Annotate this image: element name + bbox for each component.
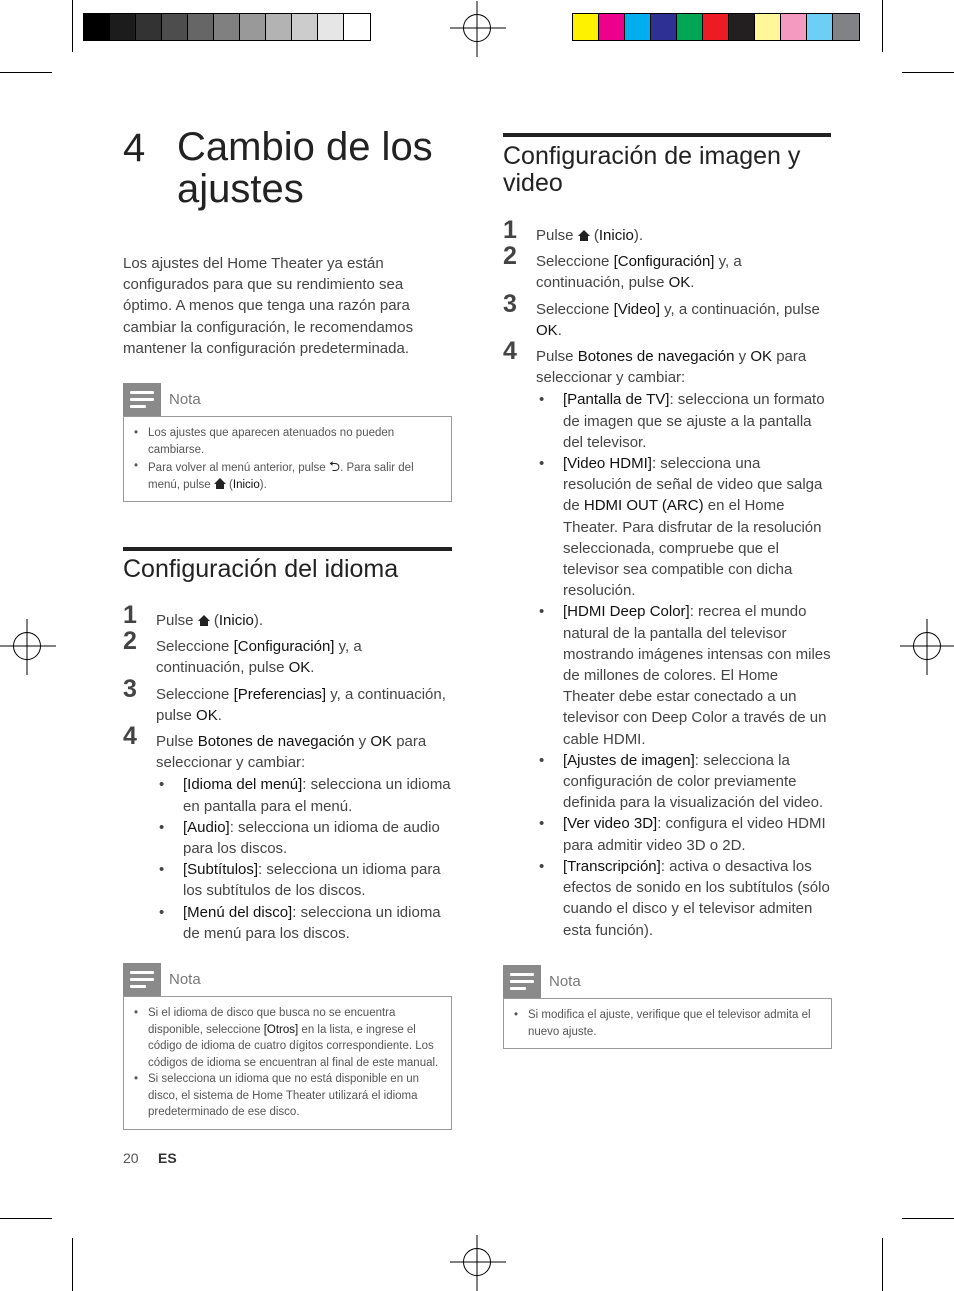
note-text: Si selecciona un idioma que no está disponible en un disco, el sistema de Home Theater utilizará el idioma predeterminado de ese disco. [148, 1073, 420, 1118]
home-icon [214, 478, 226, 489]
page-number: 20 [123, 1150, 139, 1166]
step-text: Seleccione [156, 685, 234, 703]
color-swatch [84, 14, 110, 40]
key-label: Inicio [598, 227, 634, 244]
option-item [156, 817, 452, 859]
registration-target [13, 632, 41, 660]
note-list [503, 998, 832, 1049]
note-lines-icon [123, 963, 161, 996]
step-text: . [310, 659, 315, 677]
language-options [156, 774, 452, 944]
step-text: y, a continuación, pulse [156, 638, 362, 677]
note-text: ). [259, 478, 267, 491]
color-swatch [136, 14, 162, 40]
key-label: [Configuración] [613, 253, 715, 271]
crop-mark [902, 72, 954, 73]
option-item [536, 813, 832, 855]
step-number: 1 [123, 601, 137, 629]
crop-mark [72, 1238, 73, 1291]
key-label: [HDMI Deep Color] [563, 603, 690, 621]
color-swatch [755, 14, 781, 40]
step-text: ). [253, 612, 264, 629]
step-number: 3 [123, 674, 137, 703]
option-text: : selecciona la configuración de color previamente definida para la visualización del video. [563, 751, 824, 812]
option-text: : selecciona una resolución de señal de video que salga de [563, 455, 823, 515]
note-item [148, 1071, 441, 1121]
step-1 [503, 216, 832, 246]
note-item [148, 425, 441, 458]
color-swatch [240, 14, 266, 40]
note-item [528, 1007, 821, 1040]
step-2 [503, 242, 832, 293]
key-label: [Configuración] [233, 638, 335, 656]
note-lines-icon [503, 965, 541, 998]
option-text: : selecciona un idioma de audio para los discos. [183, 818, 440, 858]
step-text: Pulse [536, 348, 578, 366]
video-steps [503, 216, 832, 946]
note-text: Para volver al menú anterior, pulse [148, 462, 329, 474]
home-icon [578, 230, 590, 241]
section-title-video: Configuración de imagen y video [503, 142, 801, 197]
color-swatch [651, 14, 677, 40]
back-icon: ⮌ [328, 458, 341, 474]
option-text: : recrea el mundo natural de la pantalla del televisor mostrando imágenes intensas con miles de millones de colores. El Home Theater debe estar conectado a un televisor con Deep Color a través de un cable HDMI. [563, 603, 831, 748]
step-2 [123, 627, 452, 678]
step-text: y, a continuación, pulse [156, 685, 446, 724]
note-label: Nota [169, 391, 201, 408]
step-text: y [354, 733, 371, 751]
note-text: Si el idioma de disco que busca no se encuentra disponible, seleccione [148, 1007, 396, 1036]
step-text: para seleccionar y cambiar: [156, 733, 427, 772]
section-rule [503, 133, 831, 137]
note-text: Si modifica el ajuste, verifique que el televisor admita el nuevo ajuste. [528, 1009, 811, 1038]
intro-paragraph: Los ajustes del Home Theater ya están configurados para que su rendimiento sea óptimo. A menos que tenga una razón para cambiar la configuración, le recomendamos mantener la configuración predeterminada. [123, 255, 414, 357]
note-item [148, 458, 441, 493]
color-swatch [677, 14, 703, 40]
step-text: Seleccione [536, 300, 614, 318]
key-label: OK [536, 321, 558, 339]
color-swatch [781, 14, 807, 40]
key-label: [Menú del disco] [183, 903, 293, 921]
key-label: Inicio [218, 612, 254, 629]
step-number: 2 [503, 242, 517, 271]
step-text: y [734, 348, 751, 366]
note-text: en la lista, e ingrese el código de idioma de cuatro dígitos correspondiente. Los códigos de idioma se encuentran al final de este manual. [148, 1023, 439, 1069]
step-number: 4 [123, 722, 137, 751]
option-item [156, 902, 452, 944]
note-list [123, 416, 452, 502]
note-label: Nota [549, 973, 581, 990]
color-swatch [833, 14, 859, 40]
step-text: Pulse [536, 227, 578, 244]
step-1 [123, 601, 452, 631]
note-header [123, 963, 452, 996]
option-item [536, 601, 832, 749]
key-label: [Otros] [263, 1023, 299, 1036]
note-text: ( [225, 478, 233, 491]
step-text: Seleccione [156, 638, 234, 656]
step-4 [503, 337, 832, 941]
step-text: Pulse [156, 612, 198, 629]
gray-swatch-bar [83, 13, 371, 41]
step-text: . [557, 321, 562, 339]
crop-mark [0, 1218, 52, 1219]
key-label: [Audio] [183, 818, 230, 836]
note-box-3 [503, 965, 832, 1049]
color-swatch [807, 14, 833, 40]
color-swatch [318, 14, 344, 40]
key-label: OK [288, 659, 311, 677]
color-swatch [625, 14, 651, 40]
color-swatch [573, 14, 599, 40]
step-number: 1 [503, 216, 517, 244]
note-lines-icon [123, 383, 161, 416]
key-label: [Ver video 3D] [563, 815, 658, 833]
color-swatch [703, 14, 729, 40]
step-number: 2 [123, 627, 137, 656]
step-4 [123, 722, 452, 944]
color-swatch [266, 14, 292, 40]
note-text: . Para salir del menú, pulse [148, 462, 414, 491]
key-label: [Subtítulos] [183, 861, 259, 879]
video-options [536, 389, 832, 940]
step-text: y, a continuación, pulse [536, 253, 742, 292]
step-text: para seleccionar y cambiar: [536, 348, 807, 387]
color-swatch [214, 14, 240, 40]
note-list [123, 996, 452, 1130]
step-number: 3 [503, 289, 517, 318]
key-label: OK [750, 348, 773, 366]
color-swatch [599, 14, 625, 40]
option-item [536, 856, 832, 941]
step-text: . [690, 274, 695, 292]
crop-mark [882, 1238, 883, 1291]
option-item [536, 750, 832, 814]
key-label: Botones de navegación [197, 733, 355, 751]
color-swatch [292, 14, 318, 40]
note-text: Los ajustes que aparecen atenuados no pueden cambiarse. [148, 427, 395, 456]
crop-mark [902, 1218, 954, 1219]
key-label: [Idioma del menú] [183, 776, 303, 794]
option-text: : selecciona un idioma para los subtítulos de los discos. [183, 861, 441, 900]
key-label: [Pantalla de TV] [563, 391, 670, 409]
registration-target [913, 632, 941, 660]
option-item [156, 774, 452, 816]
note-box-1 [123, 383, 452, 502]
color-swatch [162, 14, 188, 40]
option-text: : selecciona un idioma de menú para los discos. [183, 903, 441, 942]
note-header [503, 965, 832, 998]
option-text: : activa o desactiva los efectos de sonido en los subtítulos (sólo cuando el disco y el televisor admiten esta función). [563, 857, 830, 939]
note-label: Nota [169, 971, 201, 988]
option-item [536, 453, 832, 601]
section-rule [123, 547, 452, 551]
step-text: y, a continuación, pulse [660, 300, 820, 318]
key-label: [Ajustes de imagen] [563, 751, 695, 769]
crop-mark [72, 0, 73, 52]
crop-mark [0, 72, 52, 73]
option-item [156, 859, 452, 901]
step-3 [503, 289, 832, 341]
step-text: ( [589, 227, 599, 244]
option-text: en el Home Theater. Para disfrutar de la resolución seleccionada, compruebe que el televisor sea compatible con dicha resolución. [563, 497, 822, 600]
note-item [148, 1005, 441, 1071]
color-swatch [344, 14, 370, 40]
key-label: Inicio [232, 478, 260, 491]
step-number: 4 [503, 337, 517, 366]
color-swatch [729, 14, 755, 40]
color-swatch [110, 14, 136, 40]
key-label: [Preferencias] [233, 685, 327, 703]
registration-target [463, 14, 491, 42]
chapter-number: 4 [123, 126, 146, 170]
language-code: ES [158, 1150, 177, 1166]
step-text: ). [633, 227, 644, 244]
key-label: [Video] [613, 300, 660, 318]
key-label: [Video HDMI] [563, 455, 652, 473]
step-text: Seleccione [536, 253, 614, 271]
chapter-title: Cambio de los ajustes [177, 125, 433, 211]
home-icon [198, 615, 210, 626]
key-label: HDMI OUT (ARC) [583, 497, 704, 515]
note-header [123, 383, 452, 416]
key-label: [Transcripción] [563, 857, 661, 875]
option-item [536, 389, 832, 453]
crop-mark [882, 0, 883, 52]
option-text: : selecciona un formato de imagen que se ajuste a la pantalla del televisor. [563, 391, 825, 451]
step-text: . [217, 706, 222, 724]
key-label: OK [370, 733, 393, 751]
registration-target [463, 1248, 491, 1276]
step-text: ( [209, 612, 219, 629]
section-title-language: Configuración del idioma [123, 555, 399, 583]
key-label: OK [196, 706, 218, 724]
option-text: : selecciona un idioma en pantalla para el menú. [183, 776, 451, 815]
option-text: : configura el video HDMI para admitir video 3D o 2D. [563, 815, 826, 854]
step-3 [123, 674, 452, 726]
key-label: OK [668, 274, 691, 292]
color-swatch [188, 14, 214, 40]
step-text: Pulse [156, 733, 198, 751]
language-steps [123, 601, 452, 949]
color-swatch-bar [572, 13, 860, 41]
note-box-2 [123, 963, 452, 1130]
key-label: Botones de navegación [577, 348, 735, 366]
